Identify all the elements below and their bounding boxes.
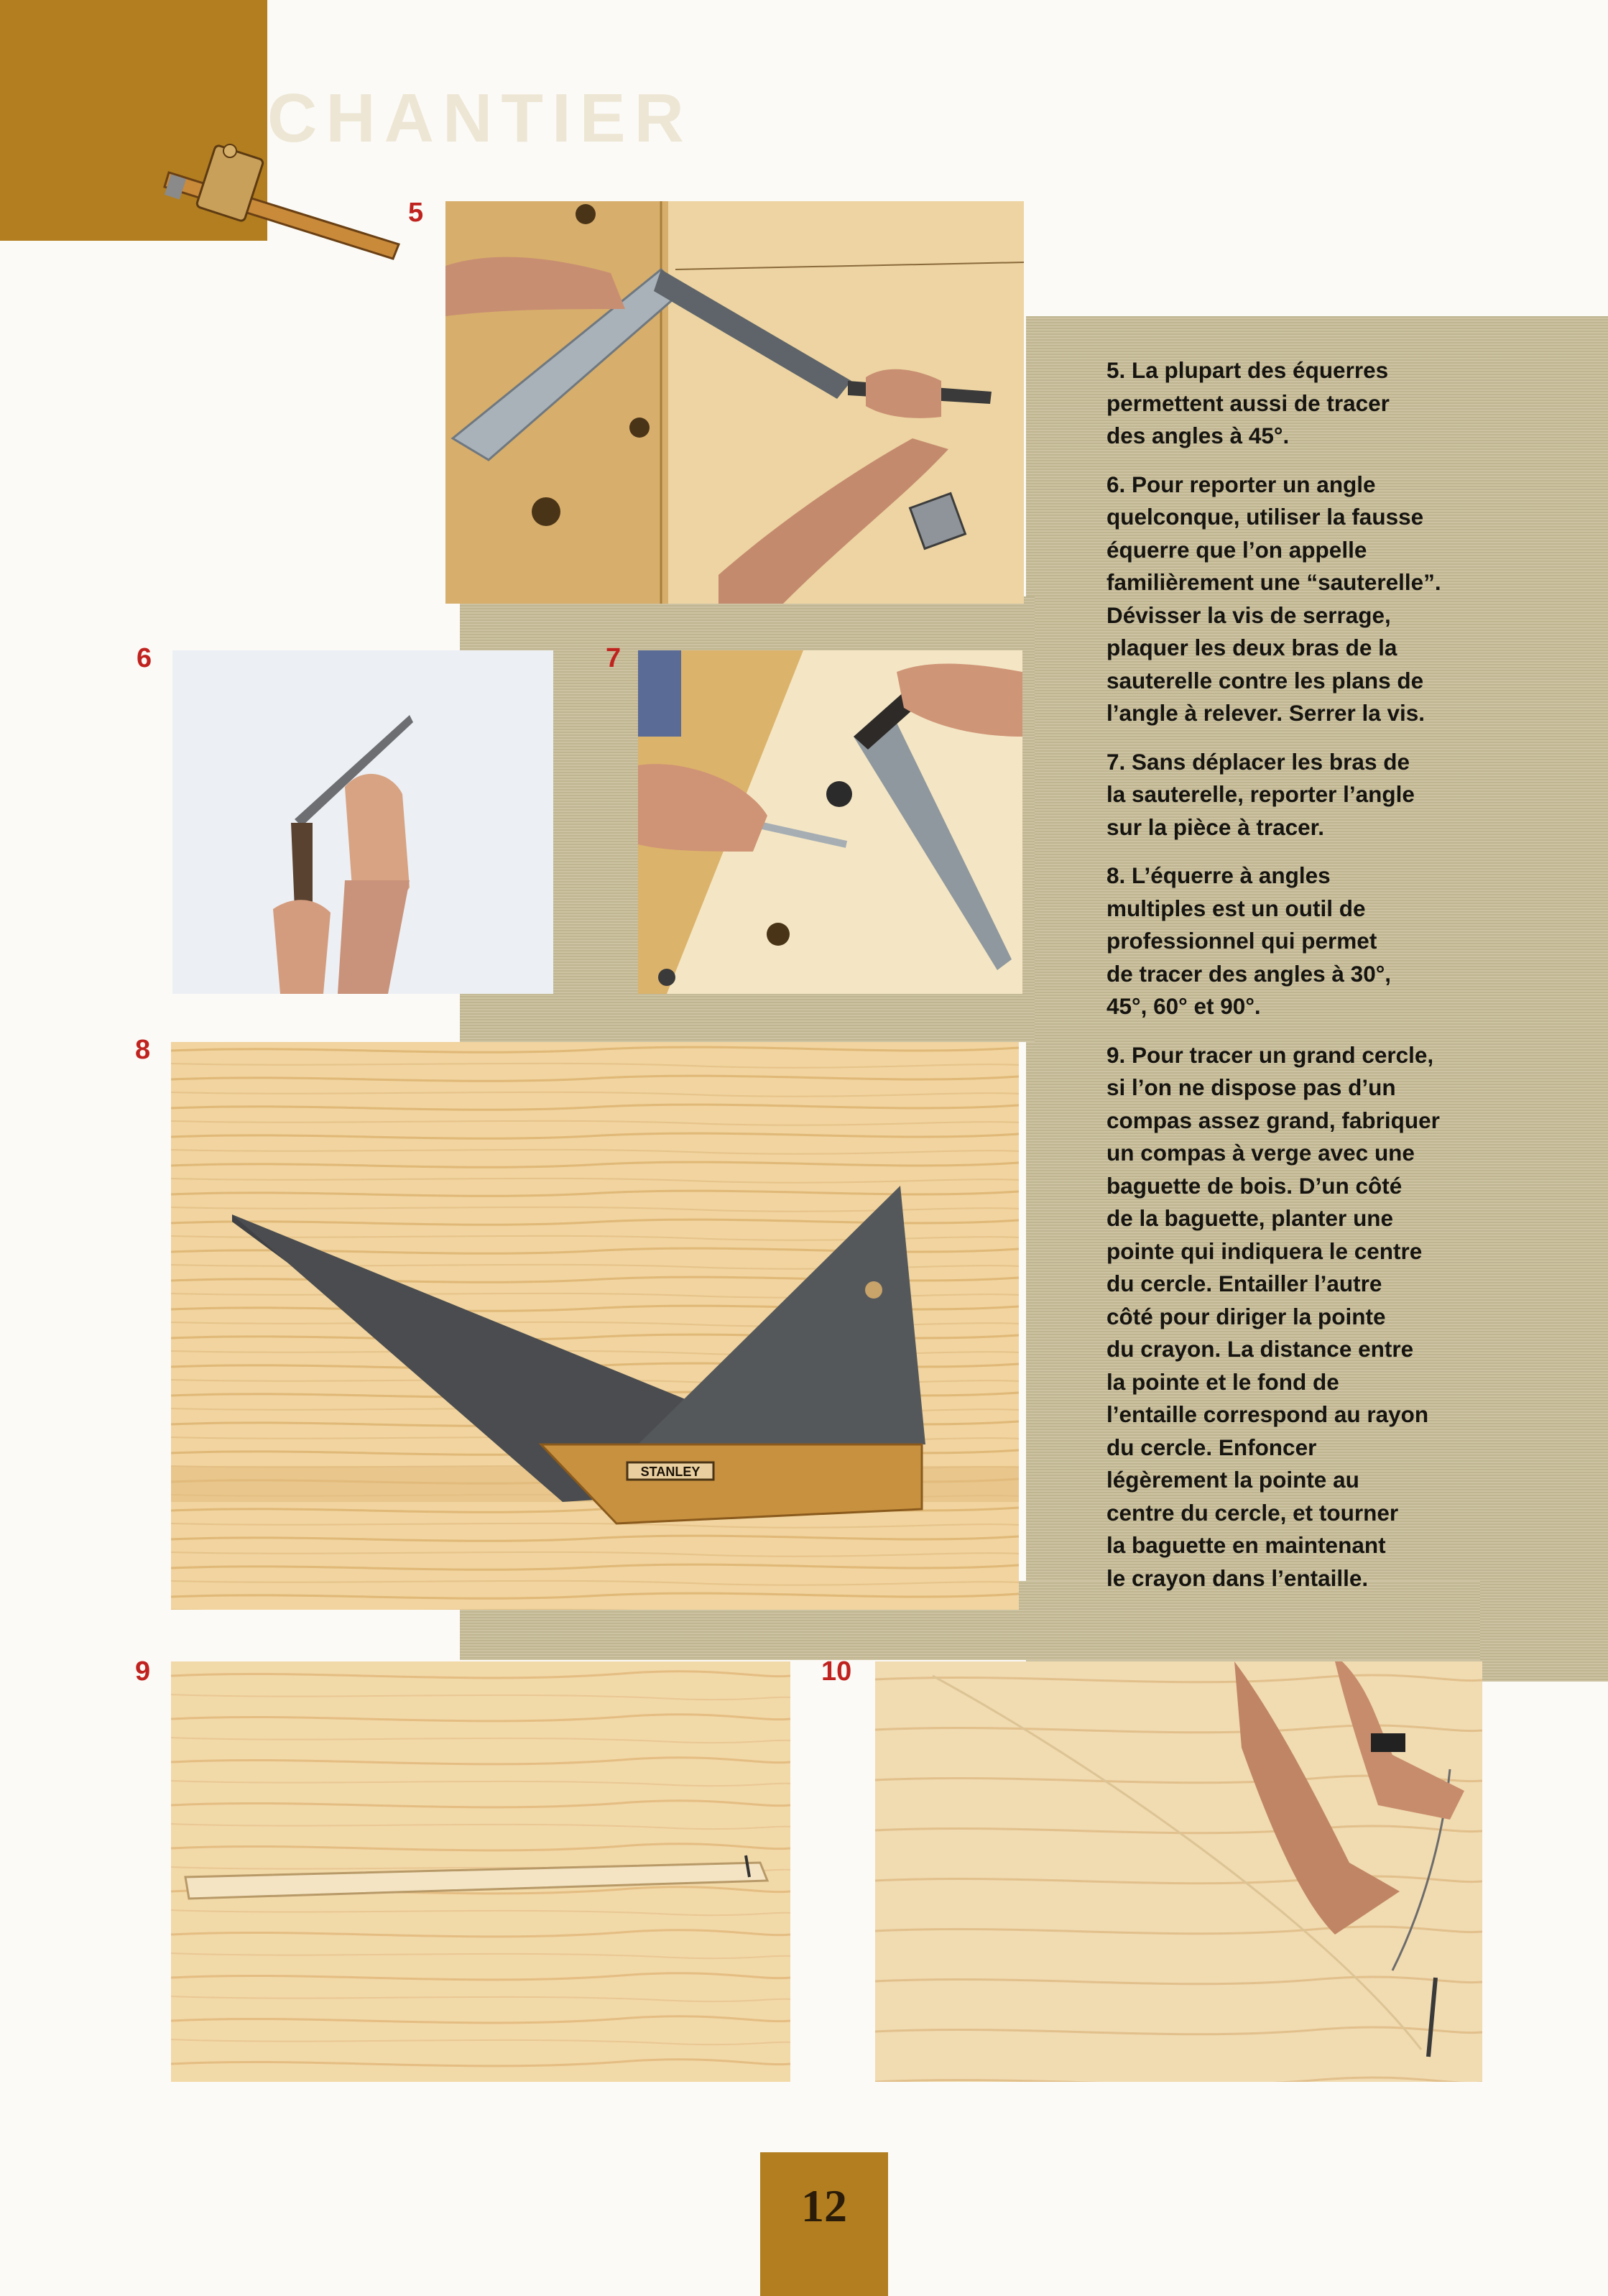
- section-heading-watermark: CHANTIER: [267, 80, 693, 157]
- paragraph-6: [1106, 469, 1487, 730]
- text-line: de tracer des angles à 30°,: [1106, 960, 1392, 987]
- text-line: 8. L’équerre à angles: [1106, 862, 1331, 888]
- text-line: l’angle à relever. Serrer la vis.: [1106, 700, 1426, 726]
- figure-number-5: 5: [408, 198, 424, 228]
- page-number-box: [760, 2152, 888, 2296]
- text-line: multiples est un outil de: [1106, 895, 1366, 921]
- figure-number-7: 7: [606, 643, 622, 673]
- text-line: 5. La plupart des équerres: [1106, 357, 1389, 383]
- paragraph-7: [1106, 746, 1487, 844]
- text-line: un compas à verge avec une: [1106, 1140, 1415, 1166]
- text-line: la sauterelle, reporter l’angle: [1106, 781, 1415, 807]
- text-line: côté pour diriger la pointe: [1106, 1303, 1386, 1329]
- paragraph-9: [1106, 1039, 1487, 1595]
- text-line: Dévisser la vis de serrage,: [1106, 601, 1391, 628]
- text-line: le crayon dans l’entaille.: [1106, 1564, 1369, 1591]
- brand-label: STANLEY: [640, 1465, 701, 1479]
- marking-gauge-illustration: [162, 144, 406, 280]
- photo-bevel-square-reading: [172, 650, 553, 994]
- text-line: sur la pièce à tracer.: [1106, 813, 1324, 840]
- photo-drawing-circle: [875, 1661, 1482, 2082]
- text-line: centre du cercle, et tourner: [1106, 1499, 1399, 1526]
- text-line: permettent aussi de tracer: [1106, 389, 1390, 416]
- instructions-text: [1106, 354, 1487, 1610]
- text-line: si l’on ne dispose pas d’un: [1106, 1074, 1396, 1100]
- text-line: du crayon. La distance entre: [1106, 1336, 1414, 1362]
- text-line: de la baguette, planter une: [1106, 1205, 1394, 1231]
- paragraph-8: [1106, 859, 1487, 1023]
- paragraph-5: [1106, 354, 1487, 453]
- text-line: quelconque, utiliser la fausse: [1106, 504, 1424, 530]
- figure-number-8: 8: [135, 1035, 151, 1065]
- text-line: légèrement la pointe au: [1106, 1467, 1359, 1493]
- text-line: du cercle. Enfoncer: [1106, 1434, 1317, 1460]
- text-line: familièrement une “sauterelle”.: [1106, 569, 1441, 595]
- text-line: la pointe et le fond de: [1106, 1368, 1339, 1395]
- figure-number-10: 10: [821, 1656, 852, 1687]
- text-line: la baguette en maintenant: [1106, 1532, 1386, 1558]
- text-line: professionnel qui permet: [1106, 928, 1377, 954]
- page-number: 12: [801, 2180, 847, 2231]
- figure-number-6: 6: [137, 643, 152, 673]
- text-line: 9. Pour tracer un grand cercle,: [1106, 1041, 1434, 1068]
- text-line: pointe qui indiquera le centre: [1106, 1237, 1423, 1264]
- photo-multi-angle-square: [171, 1042, 1019, 1610]
- text-line: plaquer les deux bras de la: [1106, 635, 1397, 660]
- text-line: compas assez grand, fabriquer: [1106, 1107, 1440, 1133]
- text-line: 7. Sans déplacer les bras de: [1106, 748, 1410, 775]
- photo-transfer-angle: [638, 650, 1022, 994]
- text-line: l’entaille correspond au rayon: [1106, 1401, 1429, 1427]
- photo-square-45-degrees: [445, 201, 1024, 604]
- figure-number-9: 9: [135, 1656, 151, 1687]
- text-line: du cercle. Entailler l’autre: [1106, 1271, 1382, 1296]
- text-line: équerre que l’on appelle: [1106, 536, 1367, 563]
- text-line: 45°, 60° et 90°.: [1106, 993, 1261, 1019]
- text-line: des angles à 45°.: [1106, 423, 1290, 448]
- text-line: 6. Pour reporter un angle: [1106, 471, 1376, 497]
- photo-trammel-stick: [171, 1661, 790, 2082]
- text-line: baguette de bois. D’un côté: [1106, 1172, 1403, 1199]
- text-line: sauterelle contre les plans de: [1106, 667, 1424, 693]
